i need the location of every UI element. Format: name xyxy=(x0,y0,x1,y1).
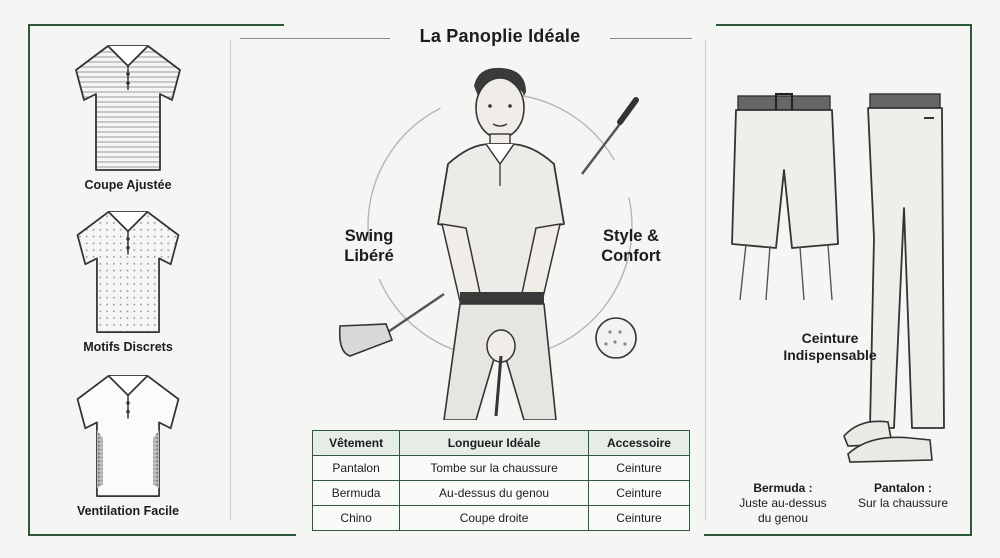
table-row xyxy=(313,456,690,481)
left-frame-top xyxy=(28,24,284,26)
swing-label-line1: Swing xyxy=(344,227,394,245)
bermuda-caption xyxy=(728,481,838,526)
table-cell: Pantalon xyxy=(313,456,400,481)
right-frame-top xyxy=(716,24,972,26)
title-rule-right xyxy=(610,38,692,39)
pantalon-caption-title: Pantalon : xyxy=(873,481,932,495)
table-row xyxy=(313,506,690,531)
belt-label-line1: Ceinture xyxy=(801,330,859,346)
title-rule-left xyxy=(240,38,390,39)
shirt-item-vented xyxy=(28,370,228,518)
pantalon-caption xyxy=(848,481,958,511)
table-cell: Tombe sur la chaussure xyxy=(400,456,589,481)
swing-label xyxy=(324,226,414,266)
table-cell: Chino xyxy=(313,506,400,531)
table-header-row xyxy=(313,431,690,456)
striped-polo-icon xyxy=(68,40,188,176)
style-label-line1: Style & xyxy=(603,227,659,245)
center-divider-right xyxy=(705,40,706,520)
bermuda-shorts-illustration xyxy=(726,90,846,310)
shirt-caption: Motifs Discrets xyxy=(83,340,173,354)
right-frame-side xyxy=(970,24,972,536)
pantalon-caption-line1: Sur la chaussure xyxy=(857,496,949,510)
table-cell: Ceinture xyxy=(588,506,689,531)
style-label xyxy=(588,226,674,266)
table-cell: Coupe droite xyxy=(400,506,589,531)
center-divider-left xyxy=(230,40,231,520)
style-label-line2: Confort xyxy=(601,247,661,265)
shirt-caption: Coupe Ajustée xyxy=(84,178,172,192)
table-cell: Au-dessus du genou xyxy=(400,481,589,506)
table-header: Longueur Idéale xyxy=(400,431,589,456)
table-header: Vêtement xyxy=(313,431,400,456)
shirt-item-fitted xyxy=(28,40,228,192)
belt-label-line2: Indispensable xyxy=(783,347,877,363)
right-frame-bottom xyxy=(704,534,972,536)
table-cell: Ceinture xyxy=(588,481,689,506)
bermuda-caption-title: Bermuda : xyxy=(753,481,813,495)
table-header: Accessoire xyxy=(588,431,689,456)
bermuda-caption-line1: Juste au-dessus xyxy=(739,496,827,510)
clothing-table xyxy=(312,430,690,531)
shirt-item-patterned xyxy=(28,206,228,354)
swing-label-line2: Libéré xyxy=(344,247,394,265)
table-cell: Ceinture xyxy=(588,456,689,481)
belt-label xyxy=(774,330,886,364)
table-cell: Bermuda xyxy=(313,481,400,506)
patterned-polo-icon xyxy=(68,206,188,338)
trousers-illustration xyxy=(840,88,956,466)
shirt-caption: Ventilation Facile xyxy=(76,504,180,518)
table-row xyxy=(313,481,690,506)
bermuda-caption-line2: du genou xyxy=(757,511,809,525)
vented-polo-icon xyxy=(68,370,188,502)
page-title: La Panoplie Idéale xyxy=(419,26,581,46)
left-frame-bottom xyxy=(28,534,296,536)
